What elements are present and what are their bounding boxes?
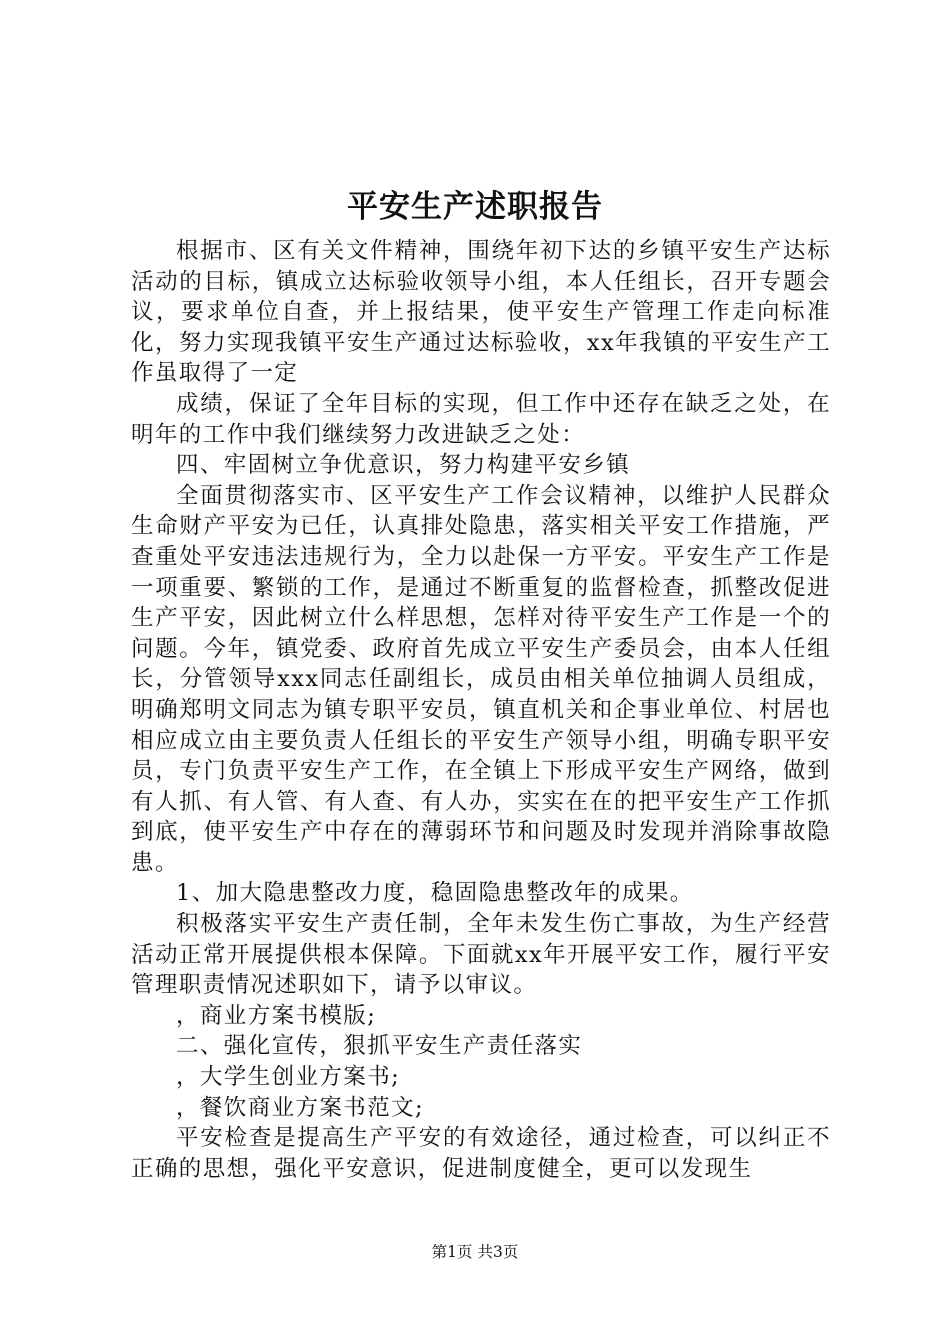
document-body <box>131 236 831 1184</box>
section-heading: 1、加大隐患整改力度，稳固隐患整改年的成果。 <box>176 880 694 907</box>
list-item: ，商业方案书模版; <box>176 1002 377 1029</box>
paragraph: 平安检查是提高生产平安的有效途径，通过检查，可以纠正不正确的思想，强化平安意识，促进制度健全，更可以发现生 <box>131 1125 831 1182</box>
paragraph: 成绩，保证了全年目标的实现，但工作中还存在缺乏之处，在明年的工作中我们继续努力改进缺乏之处： <box>131 390 831 448</box>
document-title: 平安生产述职报告 <box>347 189 603 225</box>
section-heading: 四、牢固树立争优意识，努力构建平安乡镇 <box>176 452 631 479</box>
list-item: ，大学生创业方案书; <box>176 1064 401 1091</box>
paragraph: 积极落实平安生产责任制，全年未发生伤亡事故，为生产经营活动正常开展提供根本保障。下面就xx年开展平安工作，履行平安管理职责情况述职如下，请予以审议。 <box>131 911 831 999</box>
section-heading: 二、强化宣传，狠抓平安生产责任落实 <box>176 1033 583 1060</box>
list-item: ，餐饮商业方案书范文; <box>176 1094 424 1121</box>
paragraph: 根据市、区有关文件精神，围绕年初下达的乡镇平安生产达标活动的目标，镇成立达标验收领导小组，本人任组长，召开专题会议，要求单位自查，并上报结果，使平安生产管理工作走向标准化，努力实现我镇平安生产通过达标验收，xx年我镇的平安生产工作虽取得了一定 <box>131 238 831 387</box>
page-footer: 第1页 共3页 <box>431 1243 519 1261</box>
paragraph: 全面贯彻落实市、区平安生产工作会议精神，以维护人民群众生命财产平安为已任，认真排处隐患，落实相关平安工作措施，严查重处平安违法违规行为，全力以赴保一方平安。平安生产工作是一项重要、繁锁的工作，是通过不断重复的监督检查，抓整改促进生产平安，因此树立什么样思想，怎样对待平安生产工作是一个的问题。今年，镇党委、政府首先成立平安生产委员会，由本人任组长，分管领导xxx同志任副组长，成员由相关单位抽调人员组成，明确郑明文同志为镇专职平安员，镇直机关和企事业单位、村居也相应成立由主要负责人任组长的平安生产领导小组，明确专职平安员，专门负责平安生产工作，在全镇上下形成平安生产网络，做到有人抓、有人管、有人查、有人办，实实在在的把平安生产工作抓到底，使平安生产中存在的薄弱环节和问题及时发现并消除事故隐患。 <box>131 482 831 876</box>
